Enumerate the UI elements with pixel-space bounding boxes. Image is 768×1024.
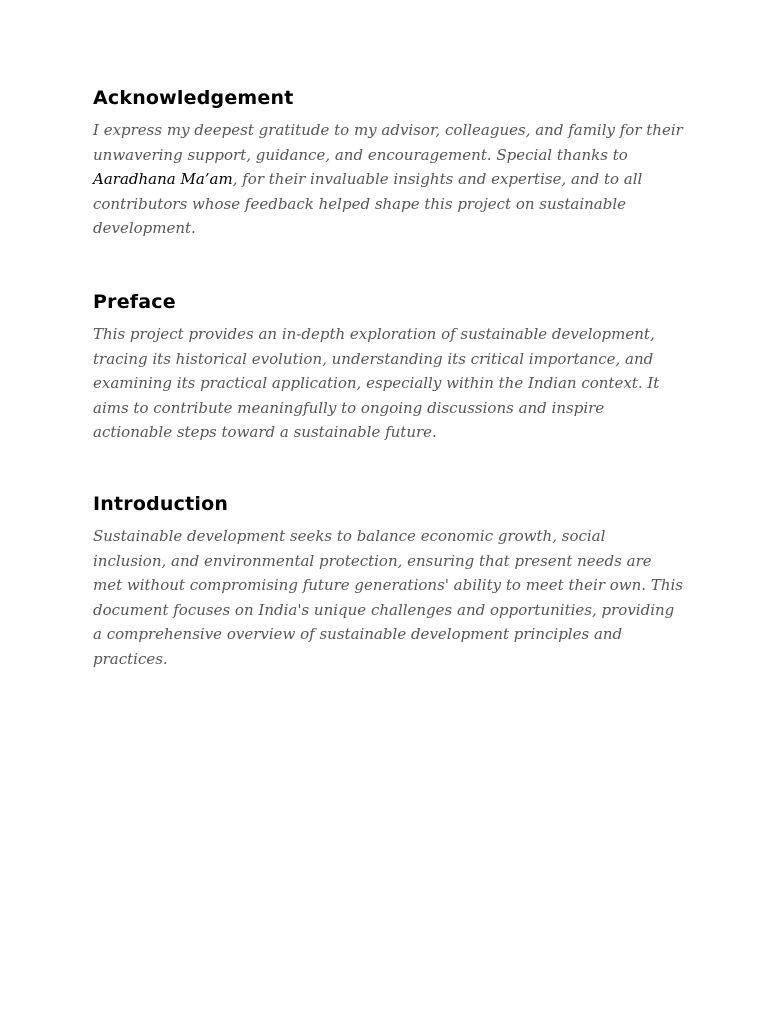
acknowledgement-text-after: , for their invaluable insights and expertise, and to all contributors whose feedback helped shape this project on sustainable development. xyxy=(93,170,643,237)
acknowledgement-section xyxy=(93,86,683,241)
preface-section xyxy=(93,290,683,445)
acknowledgement-paragraph xyxy=(93,118,683,241)
acknowledgement-highlight-name: Aaradhana Ma’am xyxy=(93,170,233,188)
introduction-paragraph: Sustainable development seeks to balance economic growth, social inclusion, and environmental protection, ensuring that present needs are met without compromising future generations' ability to meet their own. This document focuses on India's unique challenges and opportunities, providing a comprehensive overview of sustainable development principles and practices. xyxy=(93,527,684,668)
acknowledgement-heading: Acknowledgement xyxy=(93,87,294,109)
acknowledgement-text-before: I express my deepest gratitude to my advisor, colleagues, and family for their unwavering support, guidance, and encouragement. Special thanks to xyxy=(93,121,683,164)
preface-paragraph: This project provides an in-depth exploration of sustainable development, tracing its historical evolution, understanding its critical importance, and examining its practical application, especially within the Indian context. It aims to contribute meaningfully to ongoing discussions and inspire actionable steps toward a sustainable future. xyxy=(93,325,660,441)
preface-heading: Preface xyxy=(93,291,176,313)
introduction-section xyxy=(93,492,683,671)
introduction-heading: Introduction xyxy=(93,493,229,515)
